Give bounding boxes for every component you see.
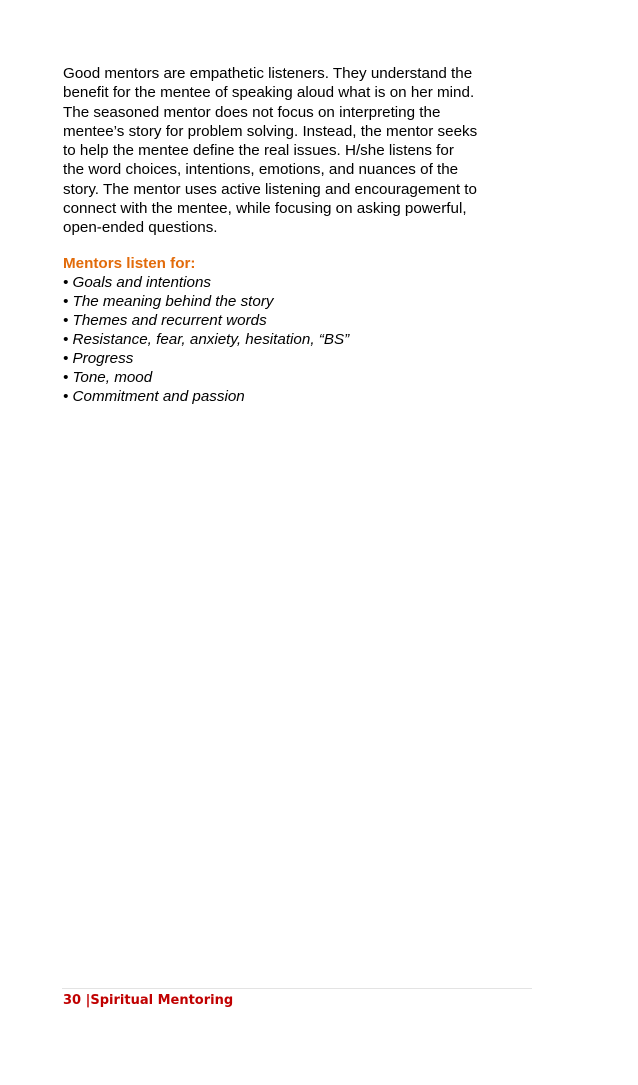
list-item: • Resistance, fear, anxiety, hesitation, “BS” — [63, 331, 350, 348]
paragraph-line: connect with the mentee, while focusing on asking powerful, — [63, 200, 467, 218]
list-item: • Goals and intentions — [63, 274, 212, 291]
footer-divider — [62, 988, 532, 989]
paragraph-line: the word choices, intentions, emotions, and nuances of the — [63, 161, 459, 179]
page-footer: 30 |Spiritual Mentoring — [63, 993, 234, 1008]
intro-paragraph — [63, 64, 543, 238]
list-item: • Commitment and passion — [63, 388, 245, 405]
list-item: • The meaning behind the story — [63, 293, 274, 310]
section-heading: Mentors listen for: — [63, 255, 196, 272]
paragraph-line: to help the mentee define the real issues. H/she listens for — [63, 142, 454, 160]
listen-for-list — [63, 273, 349, 406]
paragraph-line: The seasoned mentor does not focus on interpreting the — [63, 103, 441, 121]
list-item: • Themes and recurrent words — [63, 312, 267, 329]
list-item: • Progress — [63, 350, 134, 367]
paragraph-line: open-ended questions. — [63, 219, 218, 237]
paragraph-line: Good mentors are empathetic listeners. They understand the — [63, 65, 473, 82]
paragraph-line: benefit for the mentee of speaking aloud what is on her mind. — [63, 84, 475, 102]
list-item: • Tone, mood — [63, 369, 153, 386]
paragraph-line: mentee’s story for problem solving. Instead, the mentor seeks — [63, 122, 478, 140]
paragraph-line: story. The mentor uses active listening and encouragement to — [63, 180, 477, 198]
